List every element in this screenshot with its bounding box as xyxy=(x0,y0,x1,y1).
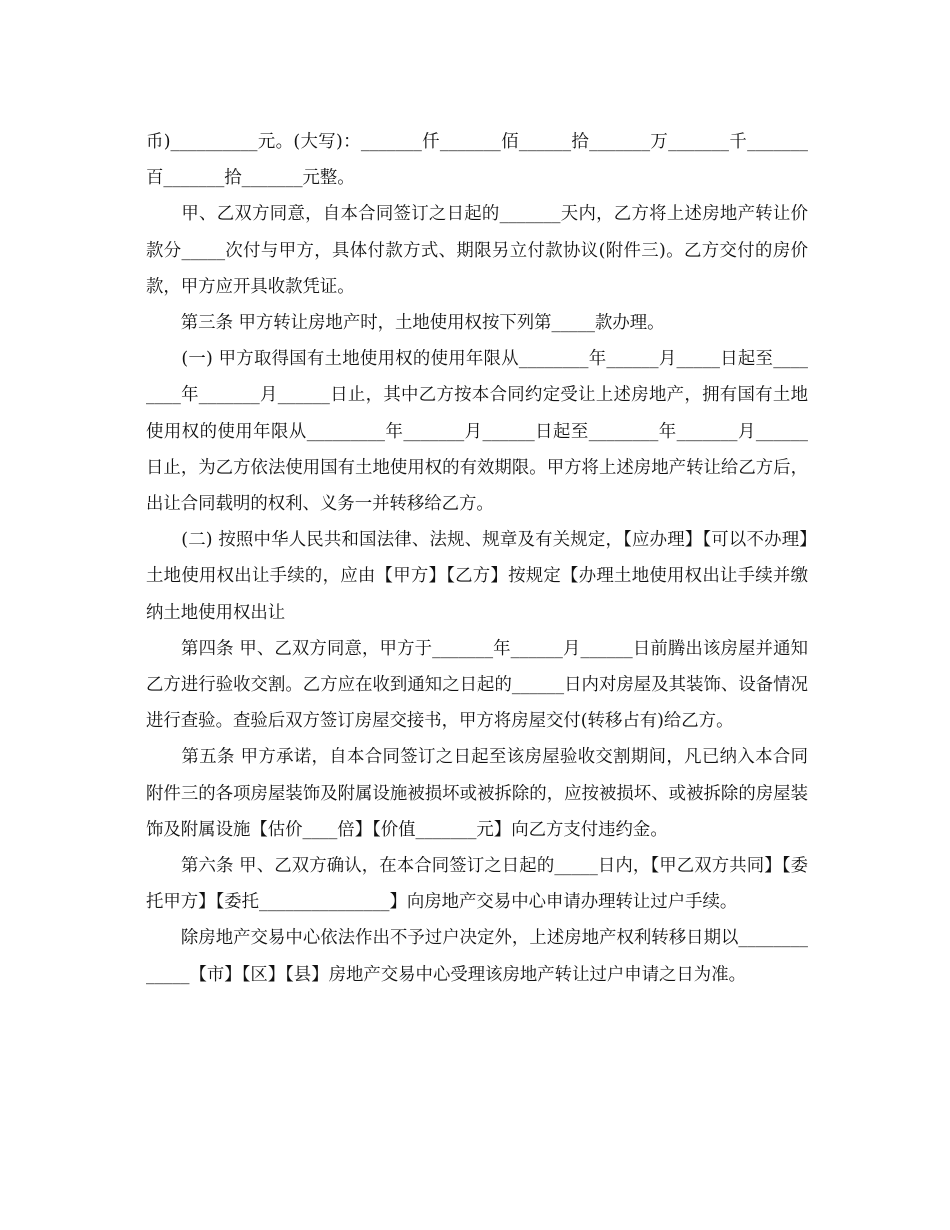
paragraph-article-6: 第六条 甲、乙双方确认，在本合同签订之日起的_____日内，【甲乙双方共同】【委托甲方】【委托_______________】向房地产交易中心申请办理转让过户手续。 xyxy=(146,856,808,913)
paragraph-article-3: 第三条 甲方转让房地产时，土地使用权按下列第_____款办理。 xyxy=(146,313,665,334)
paragraph-transfer-date: 除房地产交易中心依法作出不予过户决定外，上述房地产权利转移日期以_____________【市】【区】【县】房地产交易中心受理该房地产转让过户申请之日为准。 xyxy=(146,928,808,985)
paragraph-payment-terms: 甲、乙双方同意，自本合同签订之日起的_______天内，乙方将上述房地产转让价款分_____次付与甲方，具体付款方式、期限另立付款协议(附件三)。乙方交付的房价款，甲方应开具收款凭证。 xyxy=(146,204,808,297)
paragraph-article-3-item-2: (二) 按照中华人民共和国法律、法规、规章及有关规定，【应办理】【可以不办理】土地使用权出让手续的，应由【甲方】【乙方】按规定【办理土地使用权出让手续并缴纳土地使用权出让 xyxy=(146,530,808,623)
paragraph-price-amount: 币)__________元。(大写)：_______仟_______佰______拾_______万_______千_______百_______拾_______元整。 xyxy=(146,132,808,189)
paragraph-article-5: 第五条 甲方承诺，自本合同签订之日起至该房屋验收交割期间，凡已纳入本合同附件三的各项房屋装饰及附属设施被损坏或被拆除的，应按被损坏、或被拆除的房屋装饰及附属设施【估价____倍】【价值_______元】向乙方支付违约金。 xyxy=(146,747,808,840)
contract-body xyxy=(146,124,808,993)
paragraph-article-4: 第四条 甲、乙双方同意，甲方于_______年______月______日前腾出该房屋并通知乙方进行验收交割。乙方应在收到通知之日起的______日内对房屋及其装饰、设备情况进行查验。查验后双方签订房屋交接书，甲方将房屋交付(转移占有)给乙方。 xyxy=(146,638,808,732)
paragraph-article-3-item-1: (一) 甲方取得国有土地使用权的使用年限从________年______月_____日起至________年_______月______日止，其中乙方按本合同约定受让上述房地产，拥有国有土地使用权的使用年限从_________年_______月______日起至________年_______月______日止，为乙方依法使用国有土地使用权的有效期限。甲方将上述房地产转让给乙方后，出让合同载明的权利、义务一并转移给乙方。 xyxy=(146,349,808,515)
